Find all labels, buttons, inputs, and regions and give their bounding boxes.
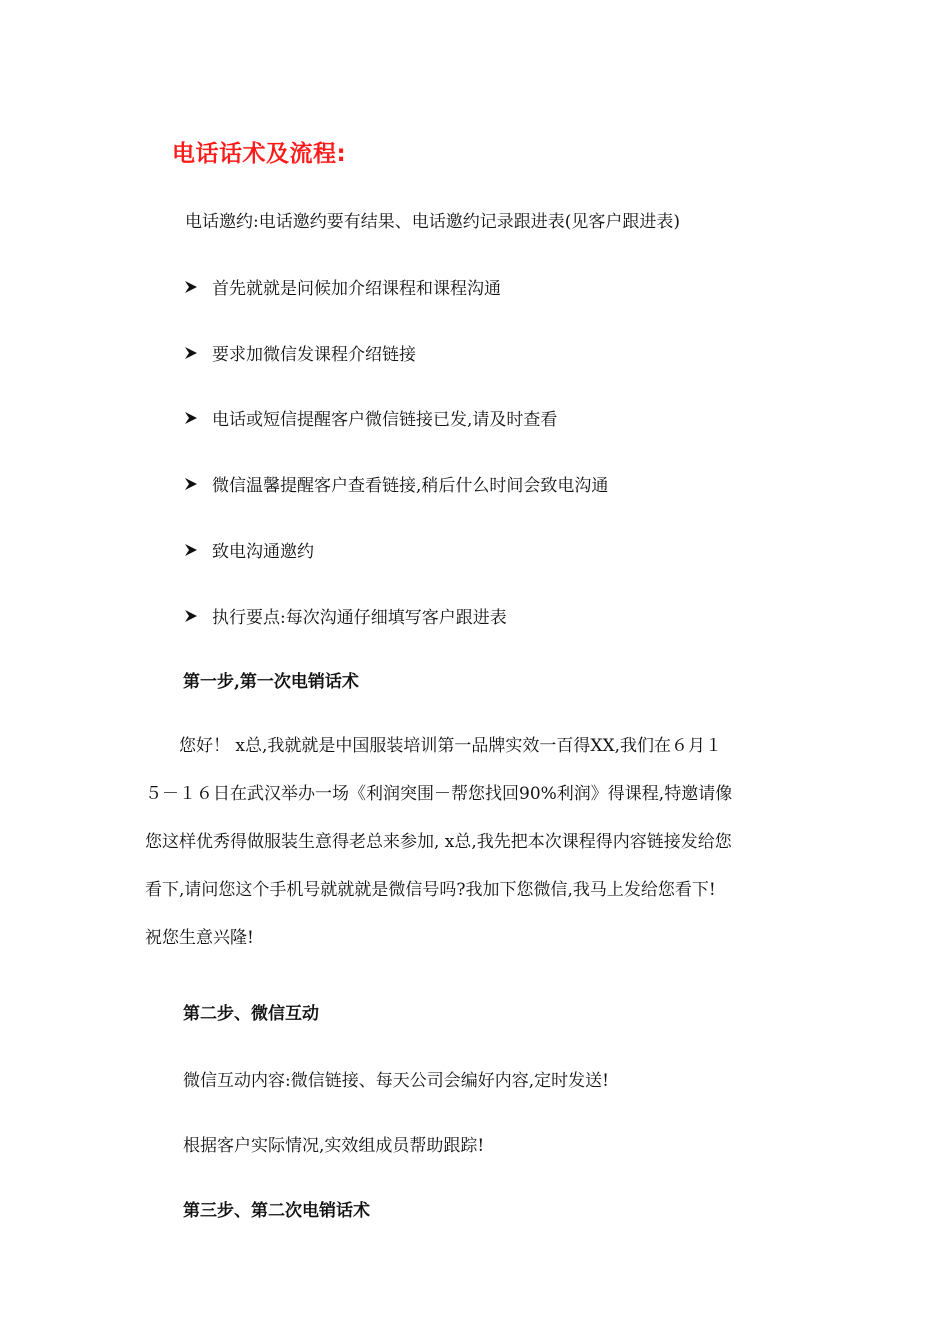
intro-text: 电话邀约:电话邀约要有结果、电话邀约记录跟进表(见客户跟进表) bbox=[185, 212, 680, 232]
paragraph-line: 看下,请问您这个手机号就就就是微信号吗?我加下您微信,我马上发给您看下! bbox=[145, 880, 716, 900]
step1-heading: 第一步,第一次电销话术 bbox=[183, 672, 359, 692]
bullet-text: 电话或短信提醒客户微信链接已发,请及时查看 bbox=[212, 410, 558, 430]
paragraph-line: ５－１６日在武汉举办一场《利润突围－帮您找回90%利润》得课程,特邀请像 bbox=[145, 784, 733, 804]
bullet-text: 首先就就是问候加介绍课程和课程沟通 bbox=[212, 279, 501, 299]
bullet-text: 要求加微信发课程介绍链接 bbox=[212, 345, 416, 365]
page-title: 电话话术及流程: bbox=[172, 141, 347, 167]
step2-line: 微信互动内容:微信链接、每天公司会编好内容,定时发送! bbox=[183, 1071, 609, 1091]
bullet-text: 致电沟通邀约 bbox=[212, 542, 314, 562]
step1-script-paragraph bbox=[145, 732, 810, 972]
bullet-item bbox=[184, 340, 416, 365]
bullet-text: 执行要点:每次沟通仔细填写客户跟进表 bbox=[212, 608, 507, 628]
arrow-bullet-icon bbox=[184, 280, 198, 294]
arrow-bullet-icon bbox=[184, 609, 198, 623]
bullet-text: 微信温馨提醒客户查看链接,稍后什么时间会致电沟通 bbox=[212, 476, 609, 496]
bullet-item bbox=[184, 603, 507, 628]
bullet-item bbox=[184, 405, 557, 430]
arrow-bullet-icon bbox=[184, 346, 198, 360]
paragraph-line: 祝您生意兴隆! bbox=[145, 928, 254, 948]
bullet-item bbox=[184, 471, 608, 496]
arrow-bullet-icon bbox=[184, 477, 198, 491]
paragraph-line: 您这样优秀得做服装生意得老总来参加, x总,我先把本次课程得内容链接发给您 bbox=[145, 832, 732, 852]
step2-heading: 第二步、微信互动 bbox=[183, 1004, 319, 1024]
paragraph-line: 您好！ x总,我就就是中国服装培训第一品牌实效一百得XX,我们在６月１ bbox=[145, 736, 723, 756]
bullet-item bbox=[184, 537, 314, 562]
arrow-bullet-icon bbox=[184, 411, 198, 425]
step2-line: 根据客户实际情况,实效组成员帮助跟踪! bbox=[183, 1136, 485, 1156]
arrow-bullet-icon bbox=[184, 543, 198, 557]
step3-heading: 第三步、第二次电销话术 bbox=[183, 1201, 370, 1221]
bullet-item bbox=[184, 274, 501, 299]
